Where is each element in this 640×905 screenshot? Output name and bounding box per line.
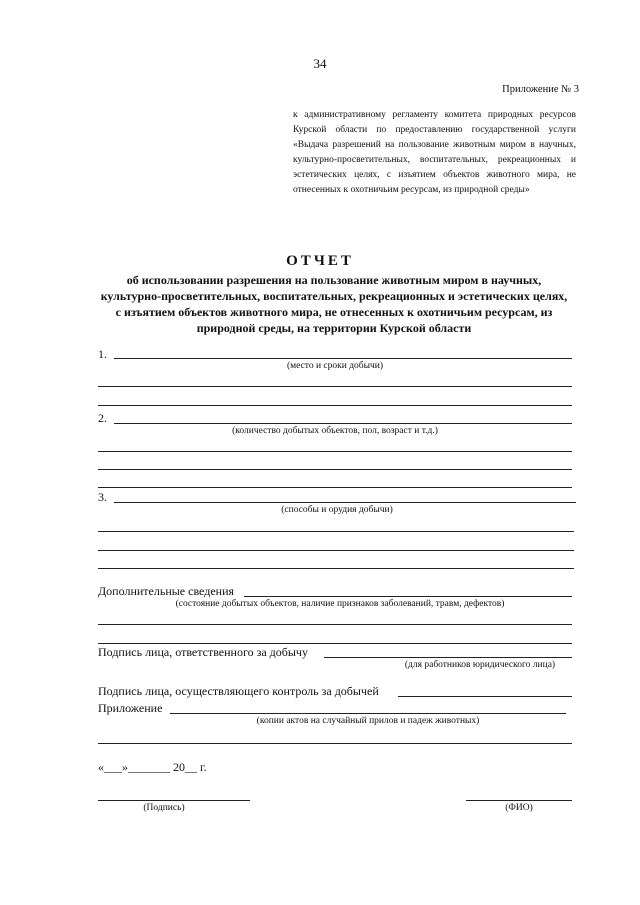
appendix-title: Приложение № 3 bbox=[502, 84, 579, 95]
page-number: 34 bbox=[313, 56, 327, 71]
report-subtitle: об использовании разрешения на пользование животным миром в научных, культурно-просветительных, воспитательных, рекреационных и эстетических целях, с изъятием объектов животного мира, не отнесенных к охотничьим ресурсам, из природной среды, на территории Курской области bbox=[100, 273, 568, 335]
field-3-line[interactable] bbox=[114, 502, 576, 503]
field-1-number: 1. bbox=[98, 347, 107, 361]
controller-signature-label: Подпись лица, осуществляющего контроль за добычей bbox=[98, 684, 379, 698]
field-2-line-2[interactable] bbox=[98, 451, 572, 452]
field-1-line[interactable] bbox=[114, 358, 572, 359]
responsible-signature-line[interactable] bbox=[324, 657, 572, 658]
additional-info-label: Дополнительные сведения bbox=[98, 584, 235, 598]
fio-caption: (ФИО) bbox=[505, 803, 533, 813]
field-2-caption: (количество добытых объектов, пол, возраст и т.д.) bbox=[232, 426, 438, 436]
field-2-line-3[interactable] bbox=[98, 469, 572, 470]
date-line[interactable]: «___»_______ 20__ г. bbox=[98, 760, 207, 774]
field-1-caption: (место и сроки добычи) bbox=[286, 361, 384, 371]
field-2-line[interactable] bbox=[114, 423, 572, 424]
field-3-line-4[interactable] bbox=[98, 568, 574, 569]
additional-info-line-3[interactable] bbox=[98, 643, 572, 644]
field-1-line-3[interactable] bbox=[98, 405, 572, 406]
attachment-label: Приложение bbox=[98, 701, 163, 715]
attachment-line[interactable] bbox=[170, 713, 566, 714]
signature-caption: (Подпись) bbox=[143, 803, 185, 813]
signature-line[interactable] bbox=[98, 800, 250, 801]
field-1-line-2[interactable] bbox=[98, 386, 572, 387]
responsible-signature-caption: (для работников юридического лица) bbox=[404, 660, 556, 670]
additional-info-caption: (состояние добытых объектов, наличие признаков заболеваний, травм, дефектов) bbox=[175, 599, 505, 609]
field-2-number: 2. bbox=[98, 411, 107, 425]
attachment-caption: (копии актов на случайный прилов и падеж животных) bbox=[256, 716, 480, 726]
field-3-line-2[interactable] bbox=[98, 531, 574, 532]
controller-signature-line[interactable] bbox=[398, 696, 572, 697]
responsible-signature-label: Подпись лица, ответственного за добычу bbox=[98, 645, 308, 659]
field-3-line-3[interactable] bbox=[98, 550, 574, 551]
field-3-caption: (способы и орудия добычи) bbox=[281, 505, 393, 515]
attachment-line-2[interactable] bbox=[98, 743, 572, 744]
field-3-number: 3. bbox=[98, 490, 107, 504]
field-2-line-4[interactable] bbox=[98, 487, 572, 488]
additional-info-line[interactable] bbox=[244, 596, 572, 597]
fio-line[interactable] bbox=[466, 800, 572, 801]
appendix-text: к административному регламенту комитета природных ресурсов Курской области по предоставлению государственной услуги «Выдача разрешений на пользование животным миром в научных, культурно-просветительных, воспитательных, рекреационных и эстетических целях, с изъятием объектов животного мира, не отнесенных к охотничьим ресурсам, из природной среды» bbox=[293, 110, 576, 195]
additional-info-line-2[interactable] bbox=[98, 624, 572, 625]
report-title: ОТЧЕТ bbox=[286, 253, 354, 269]
